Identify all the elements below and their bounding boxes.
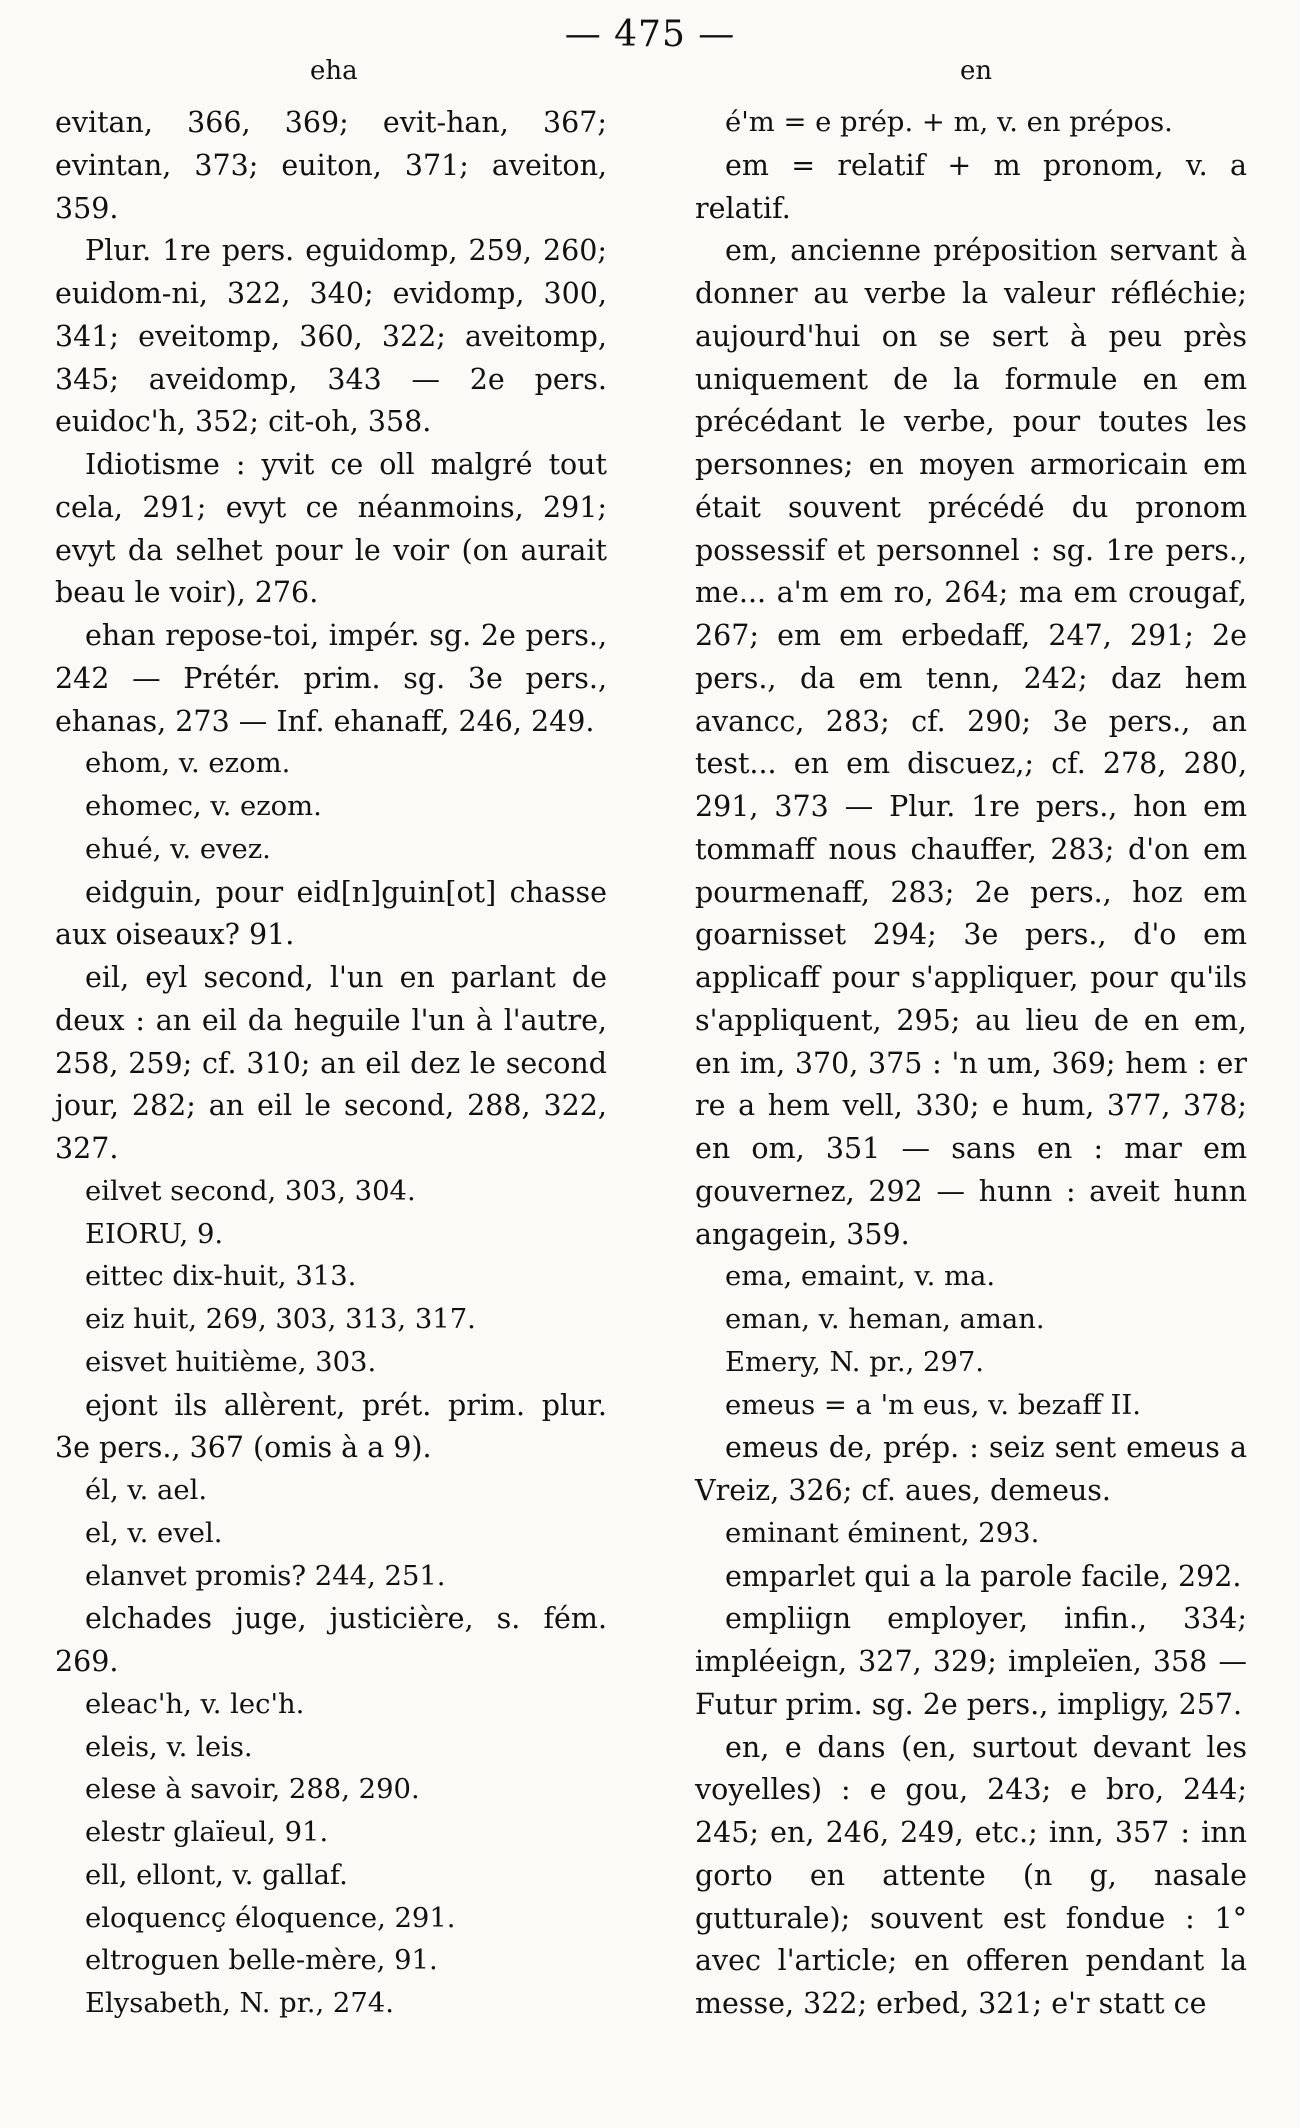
- entry: eiz huit, 269, 303, 313, 317.: [85, 1304, 476, 1335]
- right-column: [695, 102, 1247, 2026]
- entry: é'm = e prép. + m, v. en prépos.: [725, 107, 1173, 138]
- entry: ehué, v. evez.: [85, 833, 271, 865]
- running-head-right: en: [960, 56, 993, 86]
- entry: Idiotisme : yvit ce oll malgré tout cela, 291; evyt ce néanmoins, 291; evyt da selhet pour le voir (on aurait beau le voir), 276.: [55, 448, 607, 610]
- entry: eleac'h, v. lec'h.: [85, 1688, 305, 1720]
- entry: emparlet qui a la parole facile, 292.: [725, 1559, 1242, 1593]
- entry: eilvet second, 303, 304.: [85, 1175, 416, 1207]
- entry: el, v. evel.: [85, 1517, 223, 1549]
- entry: eittec dix-huit, 313.: [85, 1261, 357, 1293]
- entry: Emery, N. pr., 297.: [725, 1346, 985, 1378]
- entry: eil, eyl second, l'un en parlant de deux : an eil da heguile l'un à l'autre, 258, 259; cf. 310; an eil dez le second jour, 282; an eil le second, 288, 322, 327.: [55, 961, 607, 1165]
- entry: eidguin, pour eid[n]guin[ot] chasse aux oiseaux? 91.: [55, 875, 607, 952]
- entry: elanvet promis? 244, 251.: [85, 1560, 446, 1592]
- entry: elchades juge, justicière, s. fém. 269.: [55, 1602, 607, 1678]
- page-number: — 475 —: [564, 14, 736, 55]
- entry: emeus = a 'm eus, v. bezaff II.: [725, 1389, 1141, 1421]
- running-head-left: eha: [310, 56, 358, 86]
- entry: ehan repose-toi, impér. sg. 2e pers., 242 — Prétér. prim. sg. 3e pers., ehanas, 273 — Inf. ehanaff, 246, 249.: [55, 619, 607, 738]
- entry: evitan, 366, 369; evit-han, 367; evintan, 373; euiton, 371; aveiton, 359.: [55, 106, 607, 225]
- entry: ell, ellont, v. gallaf.: [85, 1859, 348, 1891]
- entry: elestr glaïeul, 91.: [85, 1817, 329, 1848]
- entry: EIORU, 9.: [85, 1218, 224, 1250]
- entry: eisvet huitième, 303.: [85, 1346, 377, 1378]
- entry: Plur. 1re pers. eguidomp, 259, 260; euidom-ni, 322, 340; evidomp, 300, 341; eveitomp, 360, 322; aveitomp, 345; aveidomp, 343 — 2e pers. euidoc'h, 352; cit-oh, 358.: [55, 234, 607, 439]
- entry: ema, emaint, v. ma.: [725, 1261, 996, 1293]
- entry: emeus de, prép. : seiz sent emeus a Vreiz, 326; cf. aues, demeus.: [695, 1431, 1247, 1507]
- entry: em = relatif + m pronom, v. a relatif.: [695, 148, 1247, 225]
- entry: empliign employer, infin., 334; impléeign, 327, 329; impleïen, 358 — Futur prim. sg. 2e pers., impligy, 257.: [695, 1602, 1247, 1721]
- left-column: [55, 102, 607, 2026]
- entry: en, e dans (en, surtout devant les voyelles) : e gou, 243; e bro, 244; 245; en, 246, 249, etc.; inn, 357 : inn gorto en attente (n g, nasale gutturale); souvent est fondue : 1° avec l'article; en offeren pendant la messe, 322; erbed, 321; e'r statt ce: [695, 1730, 1247, 2020]
- entry: eleis, v. leis.: [85, 1731, 253, 1763]
- entry: ejont ils allèrent, prét. prim. plur. 3e pers., 367 (omis à a 9).: [55, 1388, 607, 1465]
- entry: eminant éminent, 293.: [725, 1517, 1040, 1549]
- entry: ehom, v. ezom.: [85, 748, 291, 780]
- entry: él, v. ael.: [85, 1475, 208, 1506]
- entry: eltroguen belle-mère, 91.: [85, 1945, 438, 1977]
- entry: eloquencç éloquence, 291.: [85, 1902, 456, 1934]
- entry: ehomec, v. ezom.: [85, 791, 322, 822]
- entry: elese à savoir, 288, 290.: [85, 1774, 420, 1806]
- entry: Elysabeth, N. pr., 274.: [85, 1988, 394, 2019]
- entry: eman, v. heman, aman.: [725, 1304, 1045, 1335]
- entry: em, ancienne préposition servant à donner au verbe la valeur réfléchie; aujourd'hui on se sert à peu près uniquement de la formule en em précédant le verbe, pour toutes les personnes; en moyen armoricain em était souvent précédé du pronom possessif et personnel : sg. 1re pers., me... a'm em ro, 264; ma em crougaf, 267; em em erbedaff, 247, 291; 2e pers., da em tenn, 242; daz hem avancc, 283; cf. 290; 3e pers., an test... en em discuez,; cf. 278, 280, 291, 373 — Plur. 1re pers., hon em tommaff nous chauffer, 283; d'on em pourmenaff, 283; 2e pers., hoz em goarnisset 294; 3e pers., d'o em applicaff pour s'appliquer, pour qu'ils s'appliquent, 295; au lieu de en em, en im, 370, 375 : 'n um, 369; hem : er re a hem vell, 330; e hum, 377, 378; en om, 351 — sans en : mar em gouvernez, 292 — hunn : aveit hunn angagein, 359.: [695, 234, 1247, 1251]
